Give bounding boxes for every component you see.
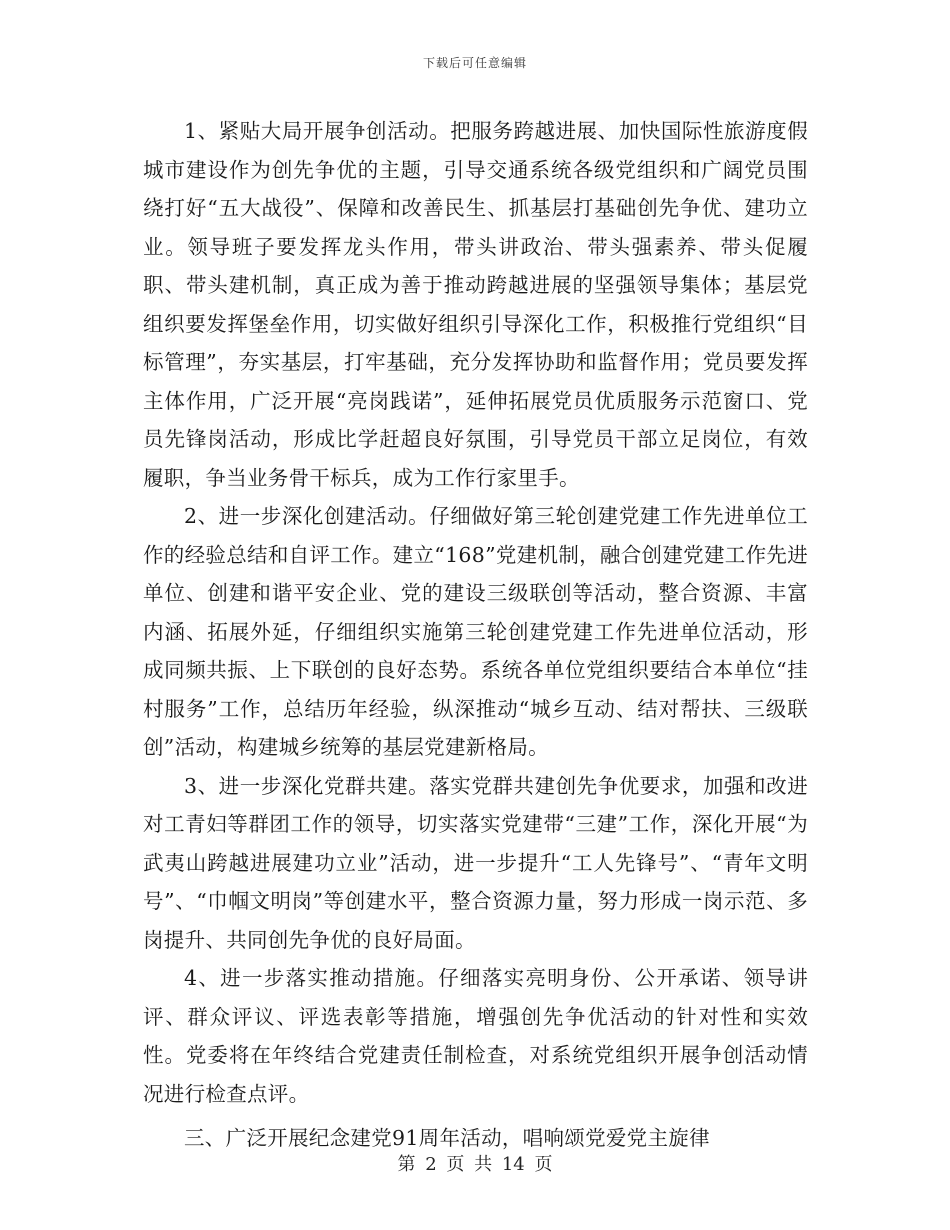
paragraph-3: 3、进一步深化党群共建。落实党群共建创先争优要求，加强和改进对工青妇等群团工作的领导，切实落实党建带“三建”工作，深化开展“为武夷山跨越进展建功立业”活动，进一步提升“工人先锋号”、“青年文明号”、“巾帼文明岗”等创建水平，整合资源力量，努力形成一岗示范、多岗提升、共同创先争优的良好局面。	[143, 773, 808, 952]
paragraph-1: 1、紧贴大局开展争创活动。把服务跨越进展、加快国际性旅游度假城市建设作为创先争优的主题，引导交通系统各级党组织和广阔党员围绕打好“五大战役”、保障和改善民生、抓基层打基础创先争优、建功立业。领导班子要发挥龙头作用，带头讲政治、带头强素养、带头促履职、带头建机制，真正成为善于推动跨越进展的坚强领导集体；基层党组织要发挥堡垒作用，切实做好组织引导深化工作，积极推行党组织“目标管理”，夯实基层，打牢基础，充分发挥协助和监督作用；党员要发挥主体作用，广泛开展“亮岗践诺”，延伸拓展党员优质服务示范窗口、党员先锋岗活动，形成比学赶超良好氛围，引导党员干部立足岗位，有效履职，争当业务骨干标兵，成为工作行家里手。	[143, 119, 808, 490]
page-footer: 第 2 页 共 14 页	[397, 1154, 553, 1175]
page-header: 下载后可任意编辑	[422, 56, 527, 70]
document-body	[143, 112, 808, 1158]
section-heading: 三、广泛开展纪念建党91周年活动，唱响颂党爱党主旋律	[184, 1126, 710, 1150]
paragraph-4: 4、进一步落实推动措施。仔细落实亮明身份、公开承诺、领导讲评、群众评议、评选表彰等措施，增强创先争优活动的针对性和实效性。党委将在年终结合党建责任制检查，对系统党组织开展争创活动情况进行检查点评。	[143, 966, 808, 1106]
paragraph-2: 2、进一步深化创建活动。仔细做好第三轮创建党建工作先进单位工作的经验总结和自评工作。建立“168”党建机制，融合创建党建工作先进单位、创建和谐平安企业、党的建设三级联创等活动，整合资源、丰富内涵、拓展外延，仔细组织实施第三轮创建党建工作先进单位活动，形成同频共振、上下联创的良好态势。系统各单位党组织要结合本单位“挂村服务”工作，总结历年经验，纵深推动“城乡互动、结对帮扶、三级联创”活动，构建城乡统筹的基层党建新格局。	[143, 504, 808, 759]
